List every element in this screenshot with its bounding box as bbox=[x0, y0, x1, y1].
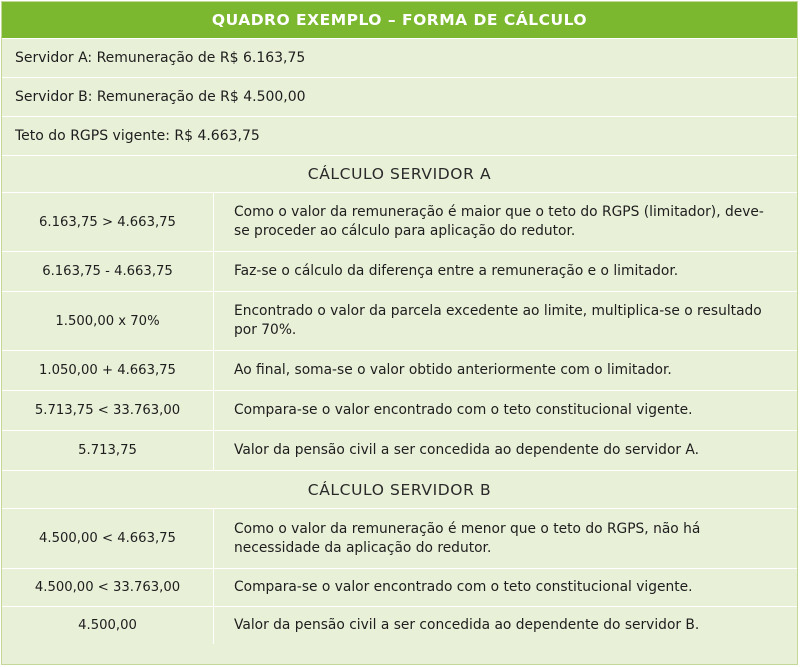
info-text: Teto do RGPS vigente: R$ 4.663,75 bbox=[15, 128, 260, 144]
calculation-table bbox=[1, 1, 798, 665]
description-cell: Compara-se o valor encontrado com o teto constitucional vigente. bbox=[234, 579, 693, 595]
calc-cell: 4.500,00 < 33.763,00 bbox=[2, 569, 214, 606]
section-heading-a: CÁLCULO SERVIDOR A bbox=[2, 155, 797, 192]
table-row bbox=[2, 508, 797, 568]
table-row bbox=[2, 606, 797, 644]
description-cell: Como o valor da remuneração é menor que o teto do RGPS, não há necessidade da aplicação do redutor. bbox=[234, 520, 701, 556]
table-row bbox=[2, 192, 797, 251]
calc-cell: 6.163,75 > 4.663,75 bbox=[2, 193, 214, 251]
info-row-servidor-b bbox=[2, 77, 797, 116]
description-cell: Valor da pensão civil a ser concedida ao dependente do servidor B. bbox=[234, 617, 700, 633]
calc-cell: 5.713,75 bbox=[2, 431, 214, 470]
table-row bbox=[2, 251, 797, 291]
info-row-servidor-a bbox=[2, 38, 797, 77]
table-row bbox=[2, 390, 797, 430]
description-cell: Compara-se o valor encontrado com o teto constitucional vigente. bbox=[234, 402, 693, 418]
calc-cell: 1.500,00 x 70% bbox=[2, 292, 214, 350]
table-title: QUADRO EXEMPLO – FORMA DE CÁLCULO bbox=[2, 2, 797, 38]
table-row bbox=[2, 568, 797, 606]
description-cell: Encontrado o valor da parcela excedente ao limite, multiplica-se o resultado por 70%. bbox=[234, 303, 762, 338]
table-row bbox=[2, 291, 797, 350]
info-text: Servidor B: Remuneração de R$ 4.500,00 bbox=[15, 89, 306, 105]
description-cell: Faz-se o cálculo da diferença entre a remuneração e o limitador. bbox=[234, 263, 679, 279]
table-row bbox=[2, 430, 797, 470]
info-row-teto-rgps bbox=[2, 116, 797, 155]
description-cell: Valor da pensão civil a ser concedida ao dependente do servidor A. bbox=[234, 442, 700, 458]
calc-cell: 6.163,75 - 4.663,75 bbox=[2, 252, 214, 291]
table-row bbox=[2, 350, 797, 390]
calc-cell: 1.050,00 + 4.663,75 bbox=[2, 351, 214, 390]
description-cell: Ao final, soma-se o valor obtido anteriormente com o limitador. bbox=[234, 362, 672, 378]
description-cell: Como o valor da remuneração é maior que o teto do RGPS (limitador), deve-se proceder ao cálculo para aplicação do redutor. bbox=[234, 204, 764, 239]
calc-cell: 4.500,00 < 4.663,75 bbox=[2, 509, 214, 568]
calc-cell: 5.713,75 < 33.763,00 bbox=[2, 391, 214, 430]
section-heading-b: CÁLCULO SERVIDOR B bbox=[2, 470, 797, 508]
calc-cell: 4.500,00 bbox=[2, 607, 214, 644]
info-text: Servidor A: Remuneração de R$ 6.163,75 bbox=[15, 50, 306, 66]
